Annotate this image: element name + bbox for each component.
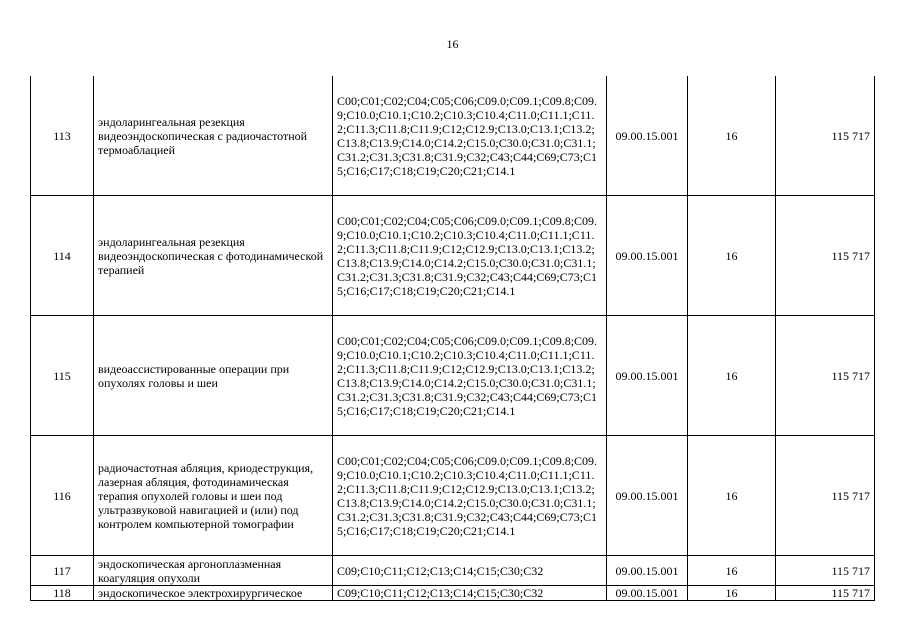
row-number: 114: [31, 196, 94, 316]
cost: 115 717: [776, 586, 875, 601]
table-row: [31, 586, 875, 601]
procedure-name: [94, 586, 333, 601]
row-number: 117: [31, 556, 94, 586]
code: 09.00.15.001: [607, 196, 688, 316]
code: 09.00.15.001: [607, 436, 688, 556]
group-number: 16: [688, 586, 776, 601]
page-number: 16: [446, 37, 459, 51]
group-number: 16: [688, 76, 776, 196]
icd-codes: C00;C01;C02;C04;C05;C06;C09.0;C09.1;C09.8;C09.9;C10.0;C10.1;C10.2;C10.3;C10.4;C11.0;C11.1;C11.2;C11.3;C11.8;C11.9;C12;C12.9;C13.0;C13.1;C13.2;C13.8;C13.9;C14.0;C14.2;C15.0;C30.0;C31.0;C31.1;C31.2;C31.3;C31.8;C31.9;C32;C43;C44;C69;C73;C15;C16;C17;C18;C19;C20;C21;C14.1: [333, 196, 607, 316]
icd-codes: C00;C01;C02;C04;C05;C06;C09.0;C09.1;C09.8;C09.9;C10.0;C10.1;C10.2;C10.3;C10.4;C11.0;C11.1;C11.2;C11.3;C11.8;C11.9;C12;C12.9;C13.0;C13.1;C13.2;C13.8;C13.9;C14.0;C14.2;C15.0;C30.0;C31.0;C31.1;C31.2;C31.3;C31.8;C31.9;C32;C43;C44;C69;C73;C15;C16;C17;C18;C19;C20;C21;C14.1: [333, 76, 607, 196]
group-number: 16: [688, 436, 776, 556]
row-number: 115: [31, 316, 94, 436]
table-row: [31, 196, 875, 316]
cost: 115 717: [776, 196, 875, 316]
code: 09.00.15.001: [607, 556, 688, 586]
table-row: [31, 76, 875, 196]
group-number: 16: [688, 556, 776, 586]
row-number: 118: [31, 586, 94, 601]
cost: 115 717: [776, 556, 875, 586]
procedure-name: эндоскопическая аргоноплазменная коагуляция опухоли: [94, 556, 333, 586]
procedure-name: видеоассистированные операции при опухолях головы и шеи: [94, 316, 333, 436]
procedure-name: радиочастотная абляция, криодеструкция, лазерная абляция, фотодинамическая терапия опухолей головы и шеи под ультразвуковой навигацией и (или) под контролем компьютерной томографии: [94, 436, 333, 556]
icd-codes: C09;C10;C11;C12;C13;C14;C15;C30;C32: [333, 586, 607, 601]
table-row: [31, 436, 875, 556]
cost: 115 717: [776, 316, 875, 436]
code: 09.00.15.001: [607, 316, 688, 436]
procedure-name: эндоларингеальная резекция видеоэндоскопическая с фотодинамической терапией: [94, 196, 333, 316]
group-number: 16: [688, 316, 776, 436]
icd-codes: C00;C01;C02;C04;C05;C06;C09.0;C09.1;C09.8;C09.9;C10.0;C10.1;C10.2;C10.3;C10.4;C11.0;C11.1;C11.2;C11.3;C11.8;C11.9;C12;C12.9;C13.0;C13.1;C13.2;C13.8;C13.9;C14.0;C14.2;C15.0;C30.0;C31.0;C31.1;C31.2;C31.3;C31.8;C31.9;C32;C43;C44;C69;C73;C15;C16;C17;C18;C19;C20;C21;C14.1: [333, 436, 607, 556]
icd-codes: C09;C10;C11;C12;C13;C14;C15;C30;C32: [333, 556, 607, 586]
code: 09.00.15.001: [607, 586, 688, 601]
procedure-name: эндоларингеальная резекция видеоэндоскопическая с радиочастотной термоаблацией: [94, 76, 333, 196]
group-number: 16: [688, 196, 776, 316]
table-row: [31, 316, 875, 436]
procedure-name-text: эндоскопическое электрохирургическое: [98, 586, 303, 600]
cost: 115 717: [776, 436, 875, 556]
row-number: 113: [31, 76, 94, 196]
procedures-table: [30, 76, 875, 601]
code: 09.00.15.001: [607, 76, 688, 196]
table-row: [31, 556, 875, 586]
cost: 115 717: [776, 76, 875, 196]
icd-codes: C00;C01;C02;C04;C05;C06;C09.0;C09.1;C09.8;C09.9;C10.0;C10.1;C10.2;C10.3;C10.4;C11.0;C11.1;C11.2;C11.3;C11.8;C11.9;C12;C12.9;C13.0;C13.1;C13.2;C13.8;C13.9;C14.0;C14.2;C15.0;C30.0;C31.0;C31.1;C31.2;C31.3;C31.8;C31.9;C32;C43;C44;C69;C73;C15;C16;C17;C18;C19;C20;C21;C14.1: [333, 316, 607, 436]
row-number: 116: [31, 436, 94, 556]
